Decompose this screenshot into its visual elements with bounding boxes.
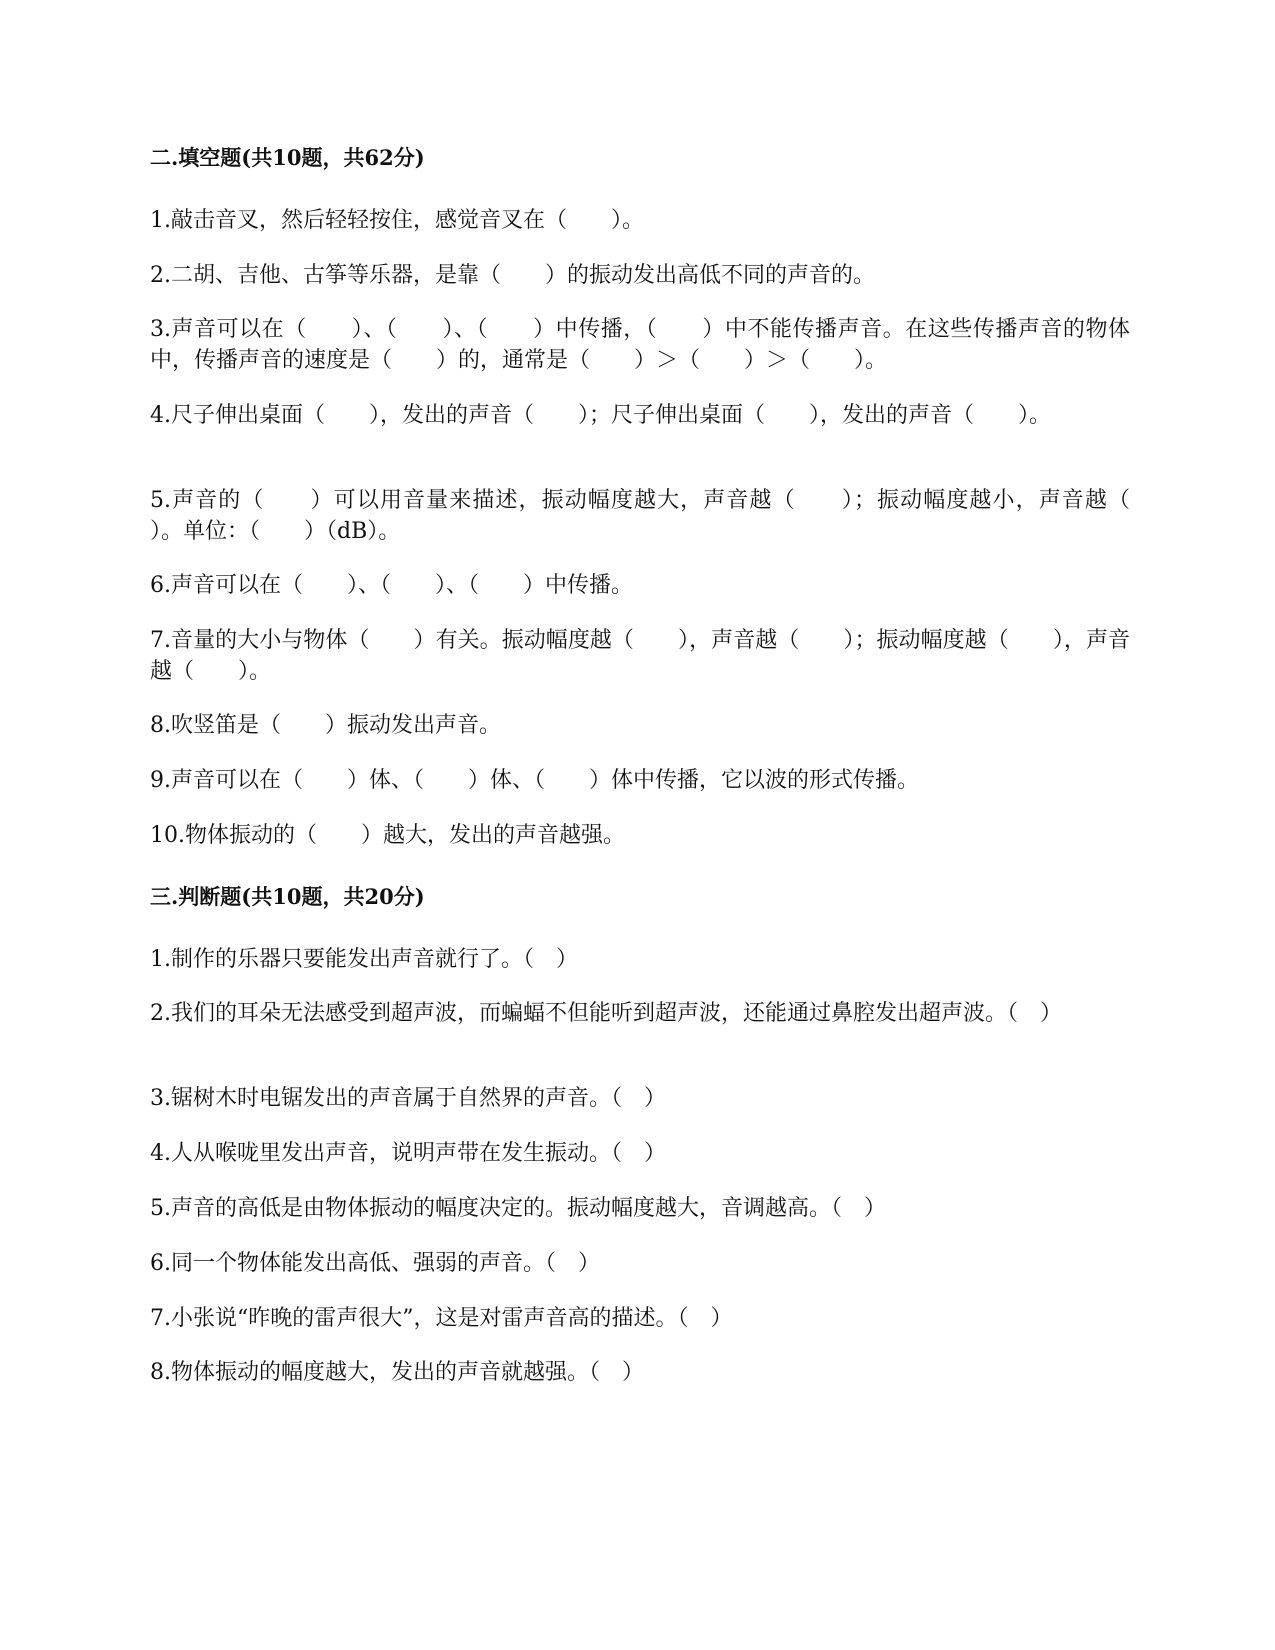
fill-question-6: 6.声音可以在（ ）、（ ）、（ ）中传播。 [150, 573, 633, 598]
judge-question-4: 4.人从喉咙里发出声音，说明声带在发生振动。（ ） [150, 1141, 666, 1166]
true-false-section-heading: 三.判断题(共10题，共20分) [150, 884, 425, 909]
fill-question-2: 2.二胡、吉他、古筝等乐器，是靠（ ）的振动发出高低不同的声音的。 [150, 263, 875, 288]
fill-question-1: 1.敲击音叉，然后轻轻按住，感觉音叉在（ ）。 [150, 208, 644, 233]
fill-question-7: 7.音量的大小与物体（ ）有关。振动幅度越（ ），声音越（ ）；振动幅度越（ ），声音越（ ）。 [150, 628, 1130, 684]
fill-question-4: 4.尺子伸出桌面（ ），发出的声音（ ）；尺子伸出桌面（ ），发出的声音（ ）。 [150, 403, 1051, 428]
judge-question-5: 5.声音的高低是由物体振动的幅度决定的。振动幅度越大，音调越高。（ ） [150, 1196, 886, 1221]
fill-question-10: 10.物体振动的（ ）越大，发出的声音越强。 [150, 823, 625, 848]
fill-question-8: 8.吹竖笛是（ ）振动发出声音。 [150, 713, 501, 738]
fill-question-9: 9.声音可以在（ ）体、（ ）体、（ ）体中传播，它以波的形式传播。 [150, 768, 919, 793]
judge-question-8: 8.物体振动的幅度越大，发出的声音就越强。（ ） [150, 1360, 644, 1385]
fill-question-5: 5.声音的（ ）可以用音量来描述，振动幅度越大，声音越（ ）；振动幅度越小，声音越（ ）。单位：（ ）（dB）。 [150, 488, 1175, 544]
fill-question-3: 3.声音可以在（ ）、（ ）、（ ）中传播，（ ）中不能传播声音。在这些传播声音的物体中，传播声音的速度是（ ）的，通常是（ ）＞（ ）＞（ ）。 [150, 317, 1130, 373]
judge-question-6: 6.同一个物体能发出高低、强弱的声音。（ ） [150, 1251, 600, 1276]
judge-question-3: 3.锯树木时电锯发出的声音属于自然界的声音。（ ） [150, 1086, 666, 1111]
judge-question-1: 1.制作的乐器只要能发出声音就行了。（ ） [150, 947, 578, 972]
judge-question-7: 7.小张说“昨晚的雷声很大”，这是对雷声音高的描述。（ ） [150, 1306, 733, 1331]
fill-in-section-heading: 二.填空题(共10题，共62分) [150, 145, 425, 170]
judge-question-2: 2.我们的耳朵无法感受到超声波，而蝙蝠不但能听到超声波，还能通过鼻腔发出超声波。（ ） [150, 1001, 1062, 1026]
